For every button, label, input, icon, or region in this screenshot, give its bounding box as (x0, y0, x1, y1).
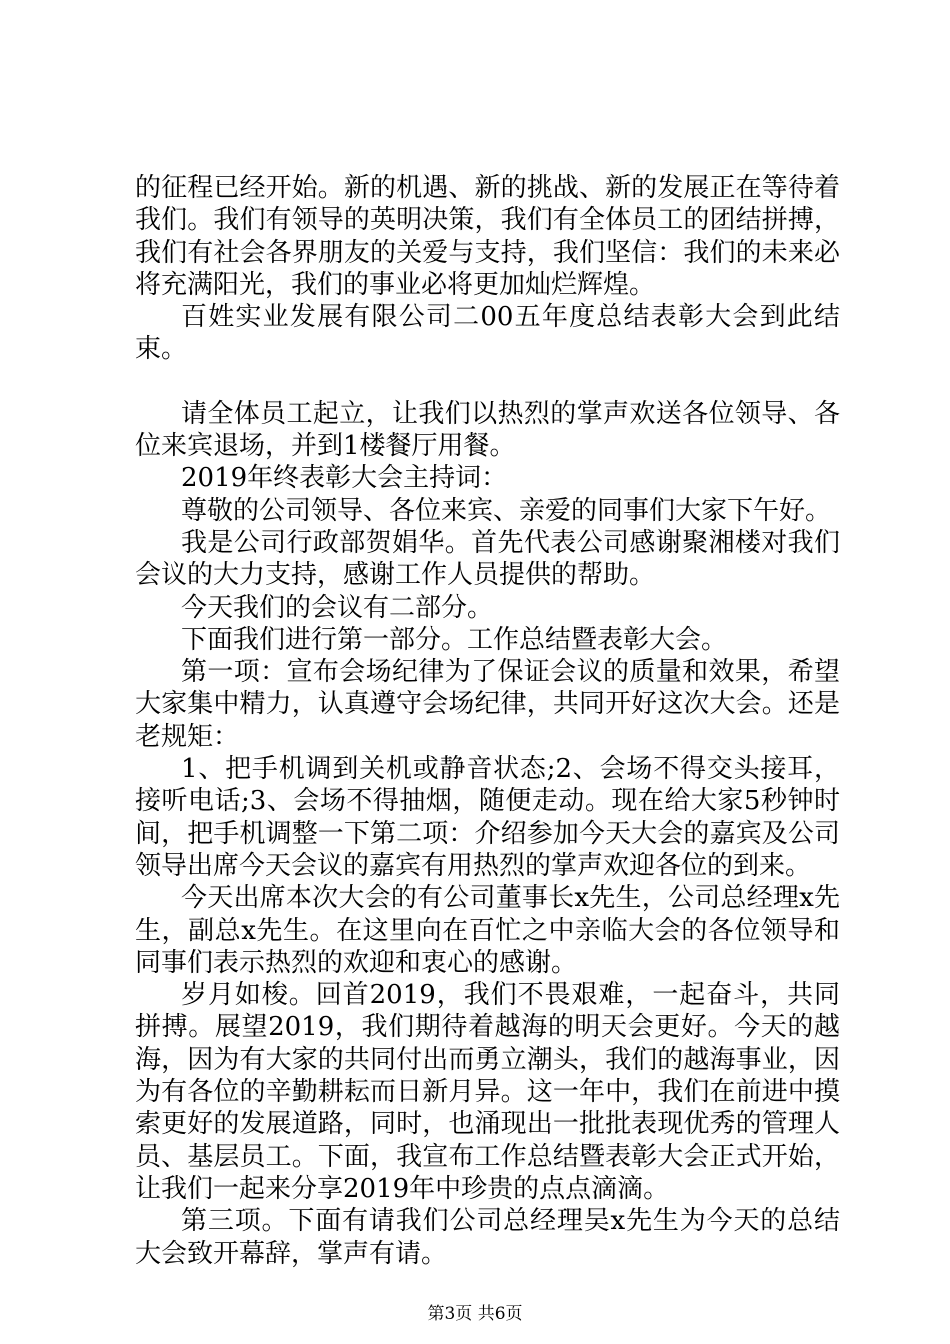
paragraph: 请全体员工起立，让我们以热烈的掌声欢送各位领导、各位来宾退场，并到1楼餐厅用餐。 (135, 398, 840, 462)
blank-line (135, 366, 840, 398)
paragraph: 2019年终表彰大会主持词： (181, 463, 508, 494)
paragraph: 我是公司行政部贺娟华。首先代表公司感谢聚湘楼对我们会议的大力支持，感谢工作人员提供的帮助。 (135, 527, 840, 591)
paragraph: 尊敬的公司领导、各位来宾、亲爱的同事们大家下午好。 (181, 495, 832, 526)
paragraph: 第一项：宣布会场纪律为了保证会议的质量和效果，希望大家集中精力，认真遵守会场纪律，共同开好这次大会。还是老规矩： (135, 657, 840, 752)
paragraph: 下面我们进行第一部分。工作总结暨表彰大会。 (181, 624, 728, 655)
paragraph: 1、把手机调到关机或静音状态;2、会场不得交头接耳，接听电话;3、会场不得抽烟，随便走动。现在给大家5秒钟时间，把手机调整一下第二项：介绍参加今天大会的嘉宾及公司领导出席今天会议的嘉宾有用热烈的掌声欢迎各位的到来。 (135, 754, 840, 881)
paragraph: 的征程已经开始。新的机遇、新的挑战、新的发展正在等待着我们。我们有领导的英明决策，我们有全体员工的团结拼搏，我们有社会各界朋友的关爱与支持，我们坚信：我们的未来必将充满阳光，我们的事业必将更加灿烂辉煌。 (135, 173, 840, 300)
paragraph: 今天我们的会议有二部分。 (181, 592, 494, 623)
page-number-footer: 第3页 共6页 (427, 1304, 523, 1324)
document-body (135, 172, 840, 1270)
paragraph: 百姓实业发展有限公司二00五年度总结表彰大会到此结束。 (135, 302, 840, 365)
paragraph: 岁月如梭。回首2019，我们不畏艰难，一起奋斗，共同拼搏。展望2019，我们期待着越海的明天会更好。今天的越海，因为有大家的共同付出而勇立潮头，我们的越海事业，因为有各位的辛勤耕耘而日新月异。这一年中，我们在前进中摸索更好的发展道路，同时，也涌现出一批批表现优秀的管理人员、基层员工。下面，我宣布工作总结暨表彰大会正式开始，让我们一起来分享2019年中珍贵的点点滴滴。 (135, 980, 840, 1204)
paragraph: 第三项。下面有请我们公司总经理吴x先生为今天的总结大会致开幕辞，掌声有请。 (135, 1206, 840, 1269)
paragraph: 今天出席本次大会的有公司董事长x先生，公司总经理x先生，副总x先生。在这里向在百忙之中亲临大会的各位领导和同事们表示热烈的欢迎和衷心的感谢。 (135, 883, 840, 978)
